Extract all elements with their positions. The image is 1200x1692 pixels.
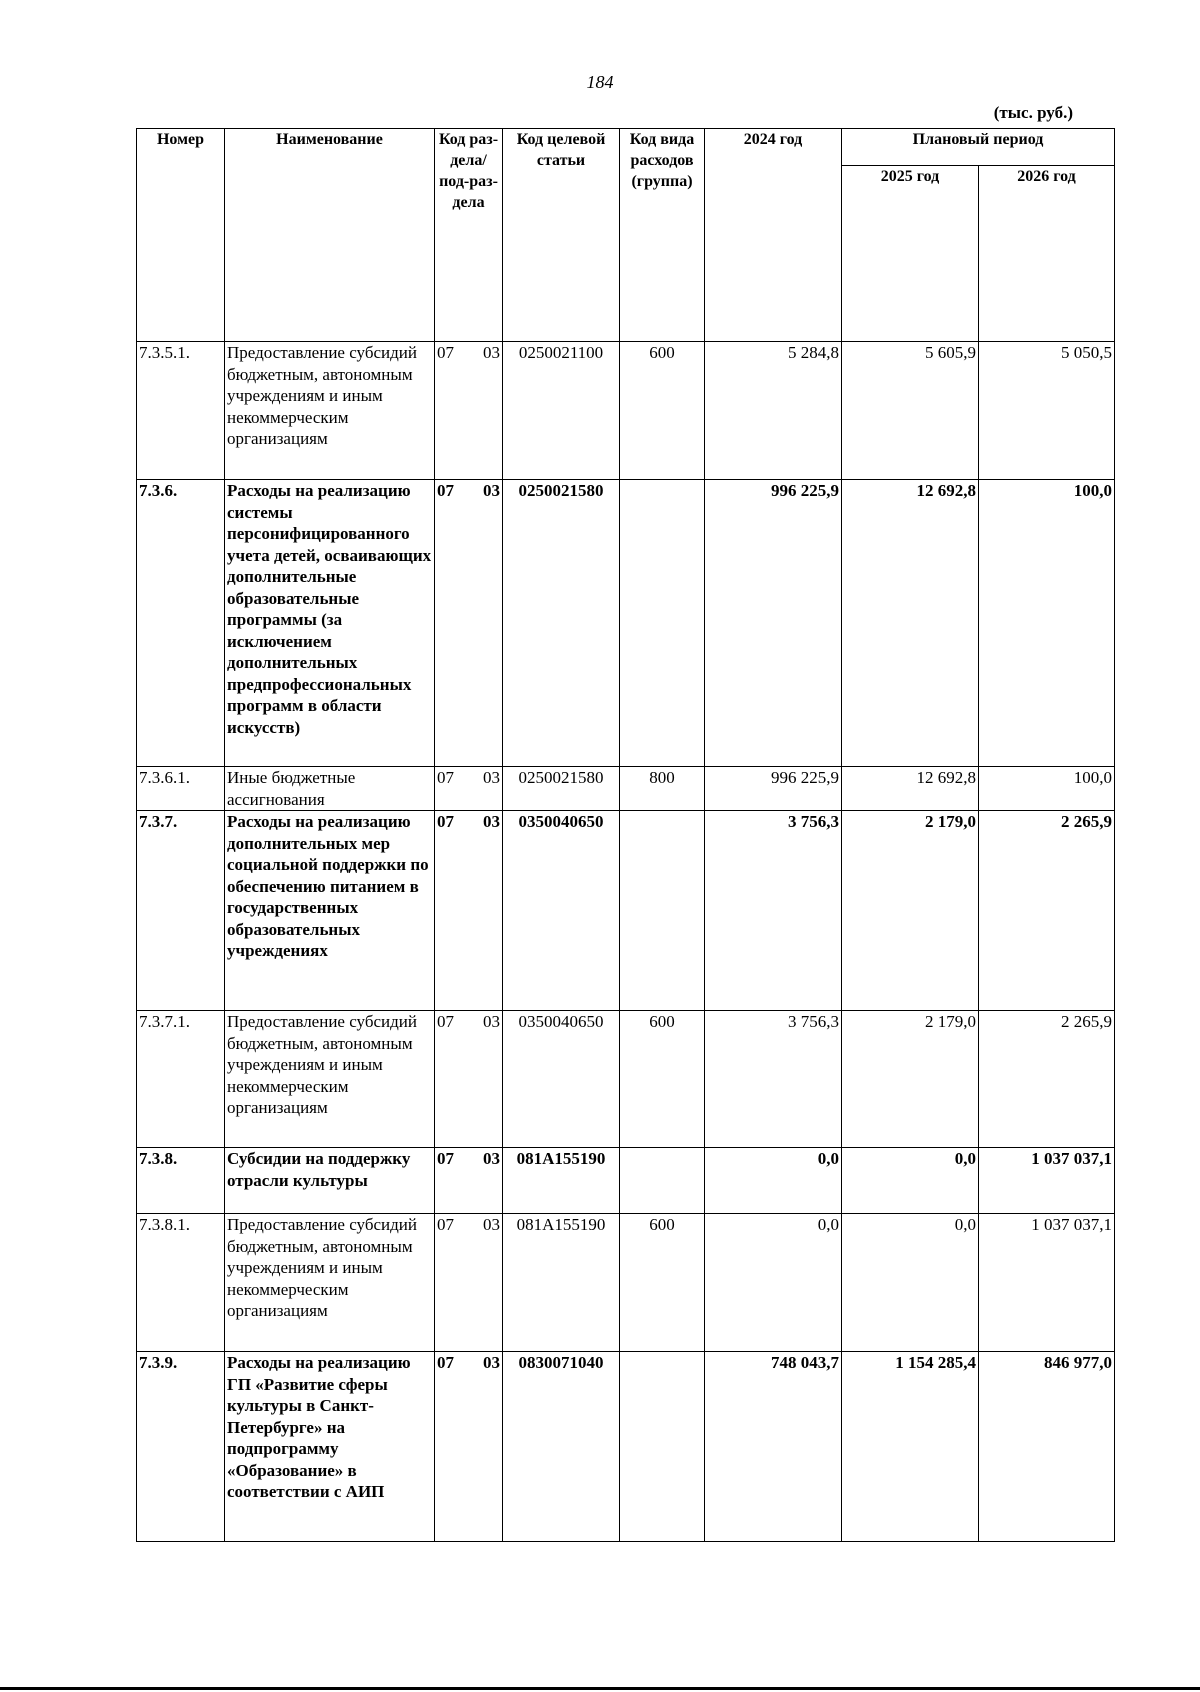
section-code: 07 [437,1353,454,1372]
table-header [137,129,1115,342]
cell-expense-type: 600 [620,1214,705,1352]
cell-section [435,480,503,767]
cell-name: Иные бюджетные ассигнования [225,767,435,811]
section-code: 07 [437,1215,454,1234]
section-code: 07 [437,1149,454,1168]
table-row [137,811,1115,1011]
cell-2024: 5 284,8 [705,342,842,480]
cell-2024: 3 756,3 [705,811,842,1011]
cell-expense-type [620,811,705,1011]
header-name: Наименование [225,129,435,342]
header-expense-type-code: Код вида расходов (группа) [620,129,705,342]
cell-expense-type [620,1148,705,1214]
subsection-code: 03 [483,812,500,831]
cell-target-code: 0350040650 [503,1011,620,1148]
cell-2026: 5 050,5 [979,342,1115,480]
subsection-code: 03 [483,1215,500,1234]
cell-2026: 100,0 [979,767,1115,811]
cell-number: 7.3.7.1. [137,1011,225,1148]
cell-name: Предоставление субсидий бюджетным, автономным учреждениям и иным некоммерческим организациям [225,1214,435,1352]
cell-expense-type [620,1352,705,1542]
subsection-code: 03 [483,1149,500,1168]
header-planning-period: Плановый период [842,129,1115,166]
cell-target-code: 0250021100 [503,342,620,480]
section-code: 07 [437,812,454,831]
budget-table [136,128,1115,1542]
cell-name: Расходы на реализацию ГП «Развитие сферы культуры в Санкт-Петербурге» на подпрограмму «Образование» в соответствии с АИП [225,1352,435,1542]
section-code: 07 [437,1012,454,1031]
cell-section [435,1352,503,1542]
cell-name: Предоставление субсидий бюджетным, автономным учреждениям и иным некоммерческим организациям [225,1011,435,1148]
scan-bottom-edge [0,1687,1200,1690]
table-row [137,342,1115,480]
cell-2024: 996 225,9 [705,480,842,767]
page-number: 184 [586,72,614,92]
cell-name: Расходы на реализацию системы персонифицированного учета детей, осваивающих дополнительные образовательные программы (за исключением дополнительных предпрофессиональных программ в области искусств) [225,480,435,767]
table-row [137,480,1115,767]
cell-number: 7.3.6. [137,480,225,767]
cell-section [435,1214,503,1352]
cell-target-code: 0830071040 [503,1352,620,1542]
cell-expense-type: 600 [620,1011,705,1148]
cell-2025: 2 179,0 [842,811,979,1011]
header-year-2024: 2024 год [705,129,842,342]
subsection-code: 03 [483,768,500,787]
cell-target-code: 081А155190 [503,1148,620,1214]
cell-section [435,767,503,811]
header-number: Номер [137,129,225,342]
cell-2024: 996 225,9 [705,767,842,811]
units-label: (тыс. руб.) [993,103,1073,122]
cell-2025: 12 692,8 [842,480,979,767]
cell-target-code: 0350040650 [503,811,620,1011]
table-body [137,342,1115,1542]
header-year-2025: 2025 год [842,166,979,342]
cell-number: 7.3.7. [137,811,225,1011]
section-code: 07 [437,481,454,500]
cell-2026: 1 037 037,1 [979,1148,1115,1214]
cell-2026: 846 977,0 [979,1352,1115,1542]
subsection-code: 03 [483,1353,500,1372]
subsection-code: 03 [483,343,500,362]
cell-expense-type: 800 [620,767,705,811]
cell-2025: 12 692,8 [842,767,979,811]
cell-expense-type [620,480,705,767]
cell-name: Предоставление субсидий бюджетным, автономным учреждениям и иным некоммерческим организациям [225,342,435,480]
table-row [137,1148,1115,1214]
cell-2024: 0,0 [705,1148,842,1214]
cell-section [435,1011,503,1148]
section-code: 07 [437,768,454,787]
cell-target-code: 081А155190 [503,1214,620,1352]
cell-number: 7.3.8.1. [137,1214,225,1352]
header-year-2026: 2026 год [979,166,1115,342]
cell-2026: 2 265,9 [979,1011,1115,1148]
table-row [137,1011,1115,1148]
cell-section [435,1148,503,1214]
section-code: 07 [437,343,454,362]
cell-target-code: 0250021580 [503,480,620,767]
table-row [137,1214,1115,1352]
table-row [137,1352,1115,1542]
cell-2025: 0,0 [842,1148,979,1214]
cell-2024: 3 756,3 [705,1011,842,1148]
cell-2025: 1 154 285,4 [842,1352,979,1542]
table-row [137,767,1115,811]
cell-number: 7.3.6.1. [137,767,225,811]
cell-2026: 100,0 [979,480,1115,767]
cell-name: Субсидии на поддержку отрасли культуры [225,1148,435,1214]
cell-2024: 748 043,7 [705,1352,842,1542]
cell-section [435,811,503,1011]
cell-name: Расходы на реализацию дополнительных мер социальной поддержки по обеспечению питанием в государственных образовательных учреждениях [225,811,435,1011]
cell-2024: 0,0 [705,1214,842,1352]
cell-target-code: 0250021580 [503,767,620,811]
cell-number: 7.3.8. [137,1148,225,1214]
cell-2025: 0,0 [842,1214,979,1352]
header-section-code: Код раз-дела/ под-раз-дела [435,129,503,342]
cell-2025: 5 605,9 [842,342,979,480]
cell-2026: 2 265,9 [979,811,1115,1011]
cell-number: 7.3.5.1. [137,342,225,480]
header-target-code: Код целевой статьи [503,129,620,342]
subsection-code: 03 [483,481,500,500]
cell-expense-type: 600 [620,342,705,480]
cell-section [435,342,503,480]
cell-number: 7.3.9. [137,1352,225,1542]
cell-2025: 2 179,0 [842,1011,979,1148]
cell-2026: 1 037 037,1 [979,1214,1115,1352]
subsection-code: 03 [483,1012,500,1031]
